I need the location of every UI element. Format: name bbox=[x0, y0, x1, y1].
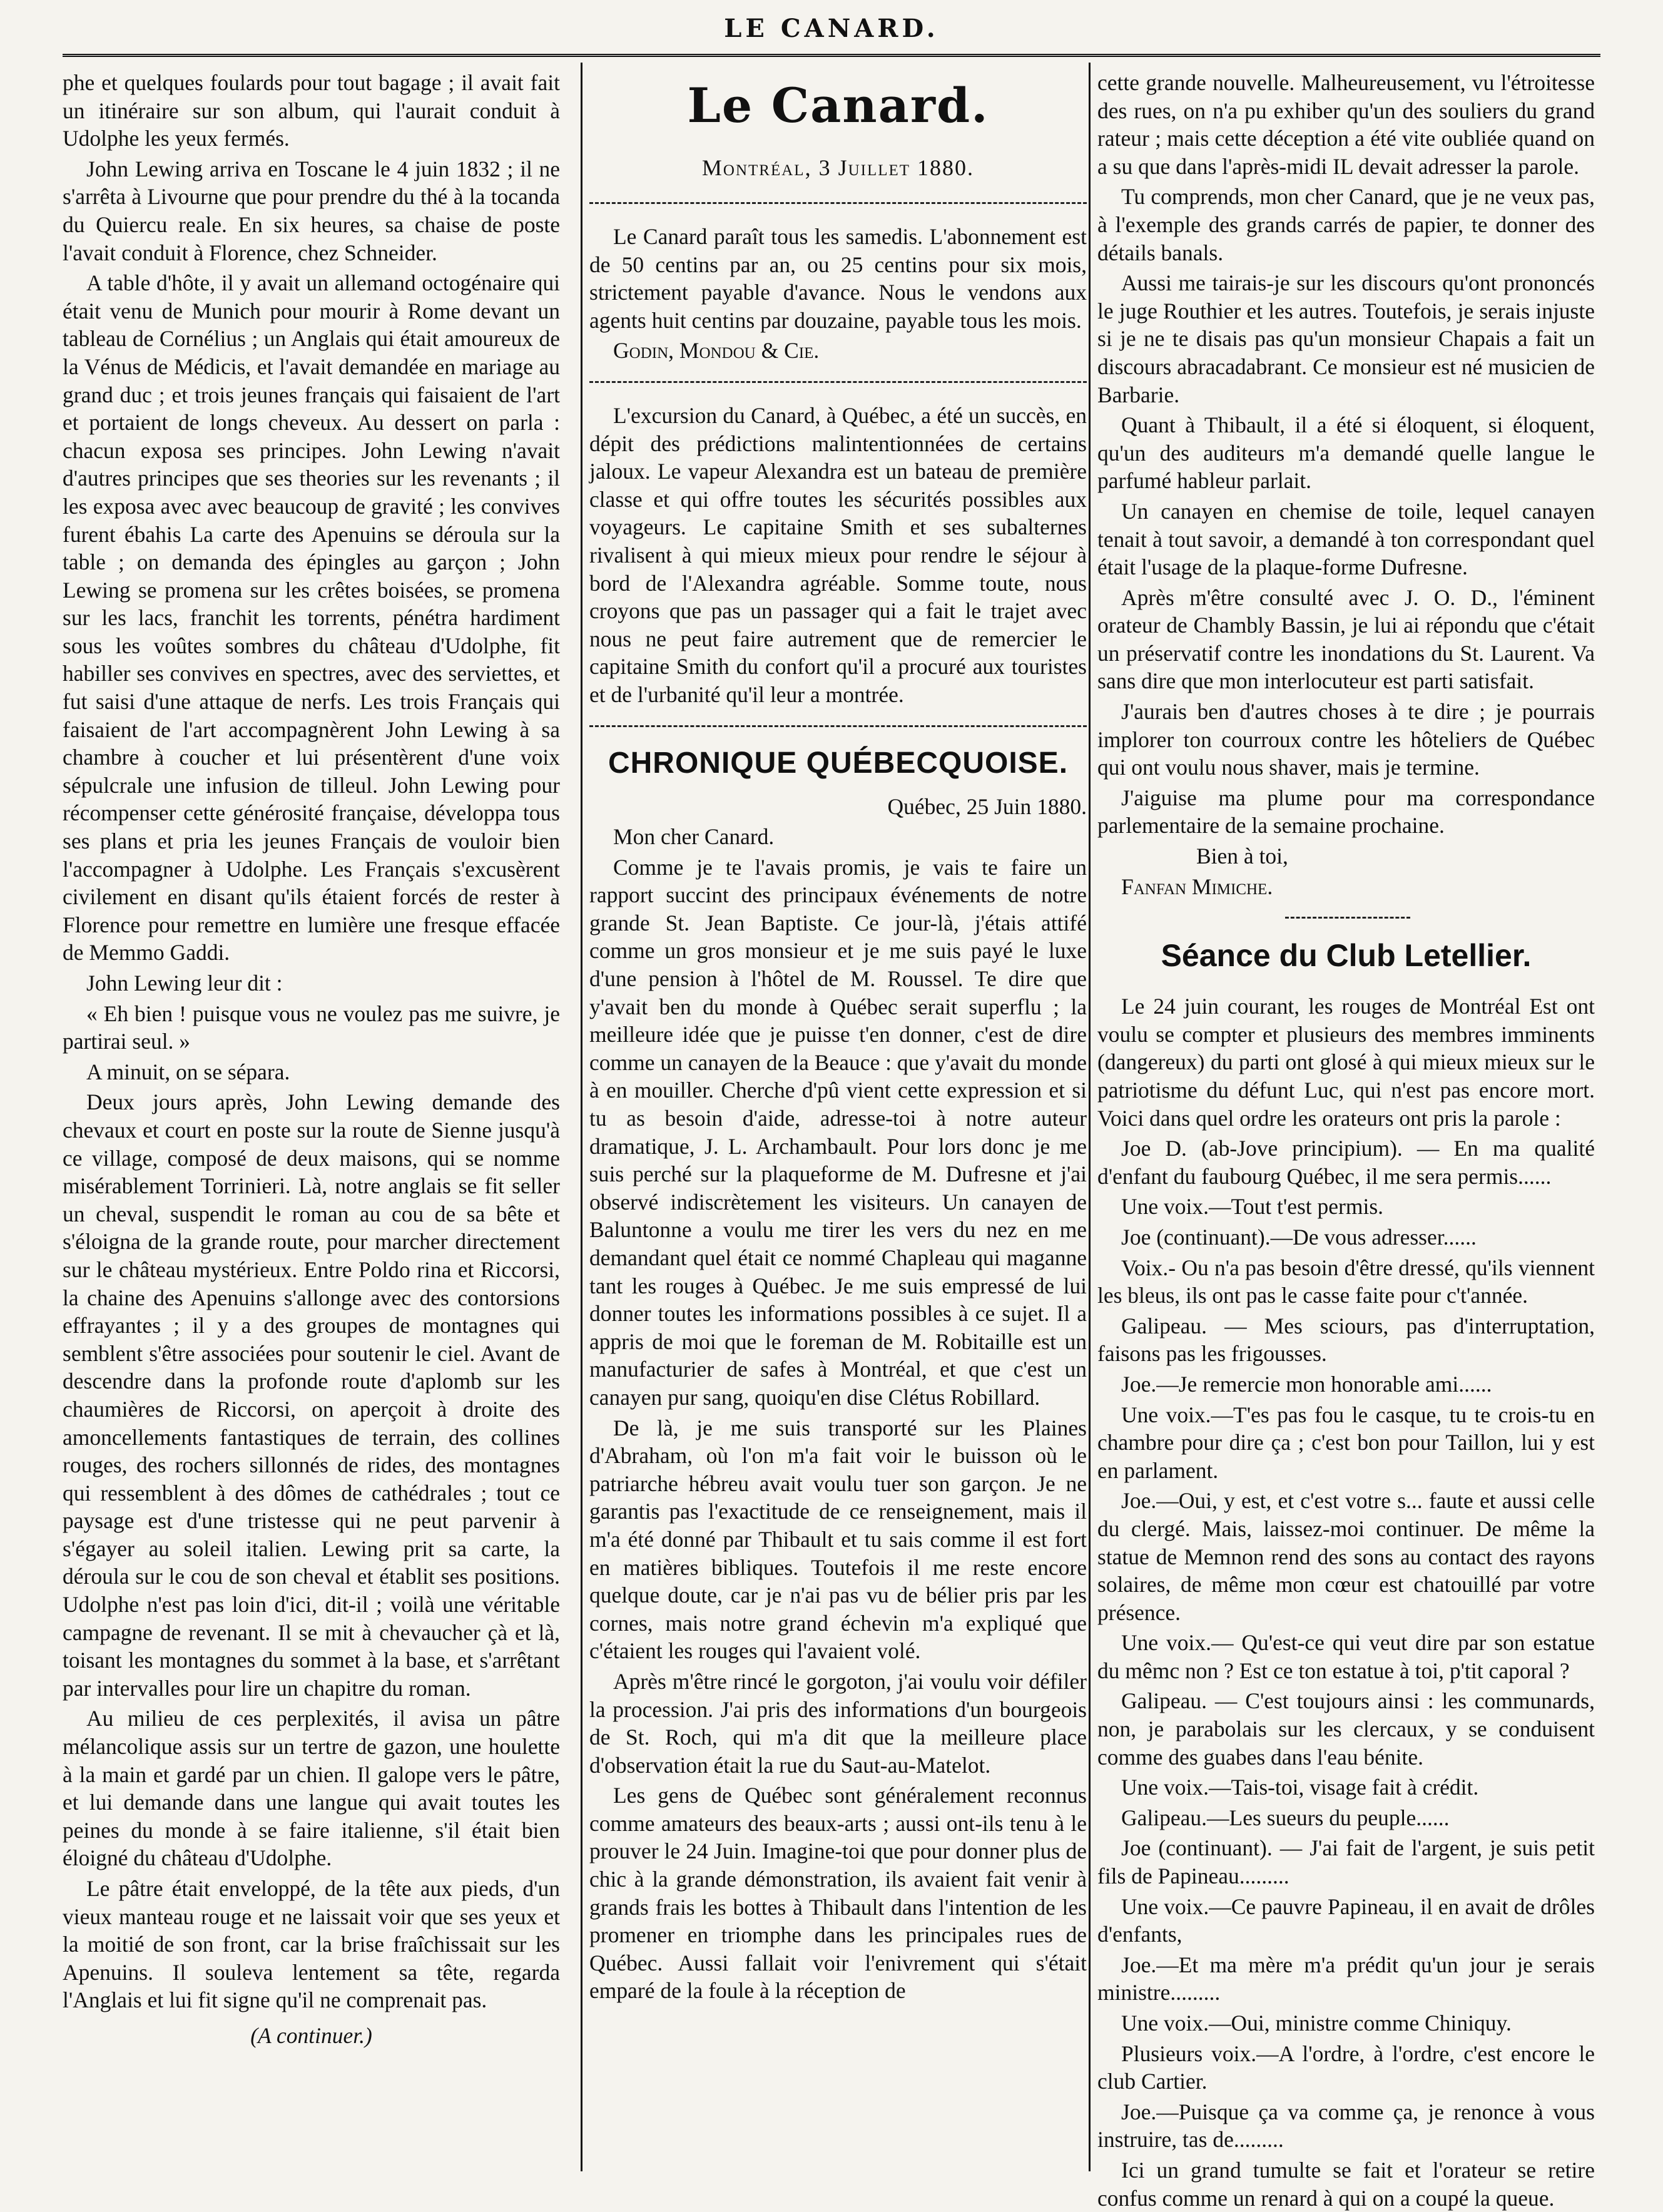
col1-paragraph: phe et quelques foulards pour tout bagage ; il avait fait un itinéraire sur son album, qui l'aurait conduit à Udolphe les yeux fermés. bbox=[63, 70, 560, 151]
col3-paragraph: cette grande nouvelle. Malheureusement, vu l'étroitesse des rues, on n'a pu exhiber qu'un des souliers du grand rateur ; mais cette déception a été vite oubliée quand on a su que dans l'après-midi IL devait adresser la parole. bbox=[1097, 70, 1595, 179]
seance-line: Voix.- Ou n'a pas besoin d'être dressé, qu'ils viennent les bleus, ils ont pas le casse faite pour c't'année. bbox=[1097, 1255, 1595, 1308]
seance-line: Une voix.—Oui, ministre comme Chiniquy. bbox=[1121, 2011, 1512, 2036]
col2-paragraph: Les gens de Québec sont généralement reconnus comme amateurs des beaux-arts ; aussi ont-ils tenu à le prouver le 24 Juin. Imagine-toi que pour donner plus de chic à la grande démonstration, ils avaient fait venir à grands frais les bottes à Thibault dans l'intention de les promener en triomphe dans les principales rues de Québec. Aussi fallait voir l'enivrement qui s'était emparé de la foule à la réception de bbox=[589, 1783, 1087, 2004]
col1-paragraph: Au milieu de ces perplexités, il avisa un pâtre mélancolique assis sur un tertre de gazon, une houlette à la main et gardé par un chien. Il galope vers le pâtre, et lui demande dans une langue qui avait toutes les peines du monde à se faire italienne, s'il était bien éloigné du château d'Udolphe. bbox=[63, 1706, 560, 1871]
col3-paragraph: Après m'être consulté avec J. O. D., l'éminent orateur de Chambly Bassin, je lui ai répondu que c'était un préservatif contre les inondations du St. Laurent. Va sans dire que mon interlocuteur est parti satisfait. bbox=[1097, 584, 1595, 694]
seance-line: Joe.—Puisque ça va comme ça, je renonce à vous instruire, tas de......... bbox=[1097, 2099, 1595, 2153]
dateline: Montréal, 3 Juillet 1880. bbox=[701, 155, 975, 180]
seance-line: Joe D. (ab-Jove principium). — En ma qualité d'enfant du faubourg Québec, il me sera permis...... bbox=[1097, 1136, 1595, 1189]
seance-line: Joe (continuant).—De vous adresser...... bbox=[1121, 1224, 1477, 1250]
separator bbox=[589, 725, 1087, 727]
seance-line: Joe (continuant). — J'ai fait de l'argent, je suis petit fils de Papineau......... bbox=[1097, 1835, 1595, 1889]
col3-paragraph: J'aiguise ma plume pour ma correspondance parlementaire de la semaine prochaine. bbox=[1097, 785, 1595, 838]
col1-paragraph: John Lewing leur dit : bbox=[86, 971, 283, 996]
seance-title: Séance du Club Letellier. bbox=[1161, 938, 1532, 974]
seance-line: Une voix.—Tout t'est permis. bbox=[1121, 1194, 1384, 1220]
chronique-date: Québec, 25 Juin 1880. bbox=[887, 793, 1087, 819]
seance-line: Joe.—Et ma mère m'a prédit qu'un jour je serais ministre......... bbox=[1097, 1952, 1595, 2006]
column-1 bbox=[63, 69, 560, 2165]
seance-line: Ici un grand tumulte se fait et l'orateur se retire confus comme un renard à qui on a coupé la queue. bbox=[1097, 2157, 1595, 2211]
seance-line: Une voix.—Tais-toi, visage fait à crédit. bbox=[1121, 1775, 1479, 1800]
column-divider-1 bbox=[581, 63, 582, 2171]
col1-paragraph: A table d'hôte, il y avait un allemand octogénaire qui était venu de Munich pour mourir à Rome devant un tableau de Cornélius ; un Anglais qui était amoureux de la Vénus de Médicis, et l'avait demandée en mariage au grand duc ; et trois jeunes français qui faisaient de l'art et portaient de longs cheveux. Au dessert on parla : chacun exposa ses principes. John Lewing n'avait d'autres principes que ses theories sur les revenants ; il les exposa avec avec beaucoup de gravité ; les convives furent ébahis La carte des Apenuins se déroula sur la table ; on demanda des épingles au garçon ; John Lewing se promena sur les crêtes boisées, se promena sur les lacs, franchit les torrents, pénétra hardiment sous les voûtes sombres du château d'Udolphe, fit habiller ses convives en spectres, avec des serviettes, et fut saisi d'une attaque de nerfs. Les trois Français qui faisaient de l'art accompagnèrent John Lewing à sa chambre à coucher et lui présentèrent d'une voix sépulcrale une infusion de tilleul. John Lewing pour récompenser cette générosité française, développa tous ses plans et pria les jeunes Français de vouloir bien l'accompagner à Udolphe. Les Français s'excusèrent civilement en disant qu'ils étaient forcés de rester à Florence pour remettre en lumière une fresque effacée de Memmo Gaddi. bbox=[63, 270, 560, 966]
seance-line: Une voix.—Ce pauvre Papineau, il en avait de drôles d'enfants, bbox=[1097, 1893, 1595, 1947]
masthead: Le Canard. bbox=[687, 78, 989, 133]
seance-line: Galipeau.—Les sueurs du peuple...... bbox=[1121, 1805, 1450, 1830]
column-2 bbox=[589, 69, 1087, 2165]
col2-paragraph: Après m'être rincé le gorgoton, j'ai voulu voir défiler la procession. J'ai pris des informations d'un bourgeois de St. Roch, qui m'a dit que la meilleure place d'observation était la rue du Saut-au-Matelot. bbox=[589, 1668, 1087, 1778]
separator bbox=[1285, 917, 1410, 919]
seance-line: Galipeau. — Mes sciours, pas d'interruptation, faisons pas les frigousses. bbox=[1097, 1313, 1595, 1367]
col1-paragraph: Deux jours après, John Lewing demande des chevaux et court en poste sur la route de Sienne jusqu'à ce village, composé de deux maisons, qui se nomme misérablement Torrinieri. Là, notre anglais se fit seller un cheval, suspendit le roman au cou de sa bête et s'éloigna de la grande route, pour marcher directement sur le château mystérieux. Entre Poldo rina et Riccorsi, la chaine des Apenuins s'allonge avec des contorsions effrayantes ; il y a des groupes de montagnes qui semblent s'être associées pour soutenir le ciel. Avant de descendre dans la profonde route d'aplomb sur les chaumières de Riccorsi, on aperçoit à droite des amoncellements fantastiques de terrain, des collines rouges, des rochers sillonnés de rides, des montagnes qui ressemblent à des dômes de cathédrales ; tout ce paysage est d'une tristesse qui ne peut parvenir à s'égayer au soleil italien. Lewing prit sa carte, la déroula sur le cou de son cheval et établit ses positions. Udolphe n'est pas loin d'ici, dit-il ; voilà une véritable campagne de revenant. Il se mit à chevaucher çà et là, toisant les montagnes du sommet à la base, et s'arrêtant par intervalles pour lire un chapitre du roman. bbox=[63, 1089, 560, 1701]
running-title: LE CANARD. bbox=[724, 14, 939, 43]
header-rule bbox=[63, 54, 1600, 57]
seance-line: Joe.—Je remercie mon honorable ami...... bbox=[1121, 1371, 1492, 1397]
seance-line: Une voix.—T'es pas fou le casque, tu te crois-tu en chambre pour dire ça ; c'est bon pour Taillon, lui y est en parlament. bbox=[1097, 1402, 1595, 1483]
col3-paragraph: J'aurais ben d'autres choses à te dire ; je pourrais implorer ton courroux contre les hôteliers de Québec qui ont voulu nous shaver, mais je termine. bbox=[1097, 699, 1595, 780]
separator bbox=[589, 381, 1087, 383]
to-be-continued: (A continuer.) bbox=[250, 2022, 372, 2048]
seance-line: Le 24 juin courant, les rouges de Montréal Est ont voulu se compter et plusieurs des membres imminents (dangereux) du parti ont glosé à qui mieux mieux sur le patriotisme du défunt Luc, qui n'est pas encore mort. Voici dans quel ordre les orateurs ont pris la parole : bbox=[1097, 994, 1595, 1131]
col1-paragraph: « Eh bien ! puisque vous ne voulez pas me suivre, je partirai seul. » bbox=[63, 1001, 560, 1054]
col3-paragraph: Un canayen en chemise de toile, lequel canayen tenait à tout savoir, a demandé à ton correspondant quel était l'usage de la plaque-forme Dufresne. bbox=[1097, 498, 1595, 580]
col2-paragraph: De là, je me suis transporté sur les Plaines d'Abraham, où l'on m'a fait voir le buisson où le patriarche hébreu avait voulu tuer son garçon. Je ne garantis pas l'exactitude de ce renseignement, mais il m'a été donné par Thibault et tu sais comme il est fort en matières bibliques. Toutefois il me reste encore quelque doute, car je n'ai pas vu de bélier pris par les cornes, mais notre grand échevin m'a expliqué que c'étaient les rouges qui l'avaient volé. bbox=[589, 1415, 1087, 1664]
separator bbox=[589, 202, 1087, 204]
seance-line: Plusieurs voix.—A l'ordre, à l'ordre, c'est encore le club Cartier. bbox=[1097, 2041, 1595, 2094]
seance-line: Joe.—Oui, y est, et c'est votre s... faute et aussi celle du clergé. Mais, laissez-moi continuer. De même la statue de Memnon rend des sons au contact des rayons solaires, de même mon cœur est chatouillé par votre présence. bbox=[1097, 1488, 1595, 1625]
col1-paragraph: A minuit, on se sépara. bbox=[86, 1059, 290, 1084]
col2-paragraph: Comme je te l'avais promis, je vais te faire un rapport succint des principaux événements de notre grande St. Jean Baptiste. Ce jour-là, j'étais attifé comme un gros monsieur et je me suis payé le luxe d'une pension à l'hôtel de M. Roussel. Te dire que y'avait ben du monde à Québec serait superflu ; la meilleure idée que je puisse t'en donner, c'est de dire comme un canayen de la Beauce : que y'avait du monde à en mouiller. Cherche d'pû vient cette expression et si tu as besoin d'aide, adresse-toi à notre auteur dramatique, J. L. Archambault. Pour lors donc je me suis perché sur la plaqueforme de M. Dufresne et j'ai observé indiscrètement les visiteurs. Un canayen de Baluntonne a voulu me tirer les vers du nez en me demandant quel était ce nommé Chapleau qui maganne tant les rouges à Québec. Je me suis empressé de lui donner toutes les informations possibles à ce sujet. Il a appris de moi que le foreman de M. Robitaille est un manufacturier de safes à Montréal, et que c'est un canayen pur sang, quoiqu'en dise Clétus Robillard. bbox=[589, 854, 1087, 1410]
seance-line: Une voix.— Qu'est-ce qui veut dire par son estatue du mêmc non ? Est ce ton estatue à toi, p'tit caporal ? bbox=[1097, 1630, 1595, 1683]
publisher-signature: Godin, Mondou & Cie. bbox=[613, 338, 820, 364]
col1-paragraph: John Lewing arriva en Toscane le 4 juin 1832 ; il ne s'arrêta à Livourne que pour prendre du thé à la tocanda du Quiercu reale. En six heures, sa chaise de poste l'avait conduit à Florence, chez Schneider. bbox=[63, 156, 560, 265]
seance-line: Galipeau. — C'est toujours ainsi : les communards, non, je parabolais sur les clercaux, y se conduisent comme des guabes dans l'eau bénite. bbox=[1097, 1688, 1595, 1770]
col3-paragraph: Tu comprends, mon cher Canard, que je ne veux pas, à l'exemple des grands carrés de papier, te donner des détails banals. bbox=[1097, 184, 1595, 265]
chronique-title: CHRONIQUE QUÉBECQUOISE. bbox=[608, 746, 1069, 780]
column-divider-2 bbox=[1089, 63, 1091, 2171]
letter-closing: Bien à toi, bbox=[1196, 844, 1288, 869]
chronique-salutation: Mon cher Canard. bbox=[613, 824, 775, 850]
col1-paragraph: Le pâtre était enveloppé, de la tête aux pieds, d'un vieux manteau rouge et ne laissait voir que ses yeux et la moitié de son front, car la brise fraîchissait sur les Apenuins. Il souleva lentement sa tête, regarda l'Anglais et lui fit signe qu'il ne comprenait pas. bbox=[63, 1876, 560, 2013]
column-3 bbox=[1097, 69, 1595, 2211]
letter-signature: Fanfan Mimiche. bbox=[1121, 874, 1273, 899]
excursion-article: L'excursion du Canard, à Québec, a été un succès, en dépit des prédictions malintentionnées de certains jaloux. Le vapeur Alexandra est un bateau de première classe et qui offre toutes les sécurités possibles aux voyageurs. Le capitaine Smith et ses subalternes rivalisent à qui mieux mieux pour rendre le séjour à bord de l'Alexandra agréable. Somme toute, nous croyons que pas un passager qui a fait le trajet avec nous ne peut faire autrement que de remercier le capitaine Smith du confort qu'il a procuré aux touristes et de l'urbanité qu'il leur a montrée. bbox=[589, 402, 1087, 707]
col3-paragraph: Quant à Thibault, il a été si éloquent, si éloquent, qu'un des auditeurs m'a demandé quelle langue le parfumé hableur parlait. bbox=[1097, 412, 1595, 494]
subscription-notice: Le Canard paraît tous les samedis. L'abonnement est de 50 centins par an, ou 25 centins pour six mois, strictement payable d'avance. Nous le vendons aux agents huit centins par douzaine, payable tous les mois. bbox=[589, 224, 1087, 333]
col3-paragraph: Aussi me tairais-je sur les discours qu'ont prononcés le juge Routhier et les autres. Toutefois, je serais injuste si je ne te disais pas qu'un monsieur Chapais a fait un discours abracadabrant. Ce monsieur est né musicien de Barbarie. bbox=[1097, 270, 1595, 407]
